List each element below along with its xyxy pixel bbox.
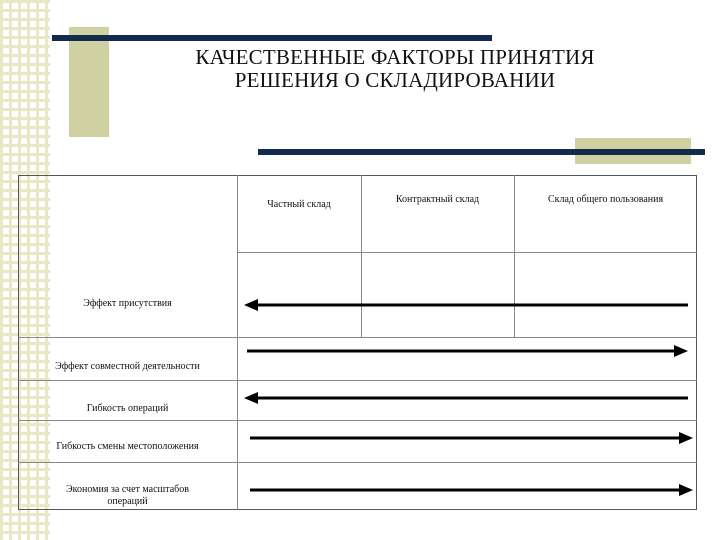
row-label-relocation-flexibility: Гибкость смены местоположения <box>56 441 199 452</box>
title-line-1: КАЧЕСТВЕННЫЕ ФАКТОРЫ ПРИНЯТИЯ <box>195 45 595 69</box>
factors-table <box>18 175 697 510</box>
table-divider-row-4 <box>18 462 697 463</box>
row-label-joint-activity: Эффект совместной деятельности <box>55 361 200 372</box>
row-label-scale-economy-line-1: Экономия за счет масштабов <box>66 484 189 495</box>
table-divider-row-2 <box>18 380 697 381</box>
table-divider-row-1 <box>18 337 697 338</box>
row-label-scale-economy <box>18 484 237 508</box>
slide-title <box>100 46 690 92</box>
decorative-bar-top <box>52 35 492 41</box>
row-label-presence: Эффект присутствия <box>83 298 172 309</box>
table-divider-row-3 <box>18 420 697 421</box>
column-header-public: Склад общего пользования <box>547 194 664 205</box>
table-divider-header <box>237 252 697 253</box>
row-label-scale-economy-line-2: операций <box>107 496 148 507</box>
decorative-bar-right <box>258 149 705 155</box>
table-divider-col-1 <box>237 175 238 510</box>
title-line-2: РЕШЕНИЯ О СКЛАДИРОВАНИИ <box>234 68 556 92</box>
row-label-flexibility: Гибкость операций <box>86 403 169 414</box>
column-header-contract: Контрактный склад <box>395 194 480 205</box>
column-header-private: Частный склад <box>267 199 331 210</box>
